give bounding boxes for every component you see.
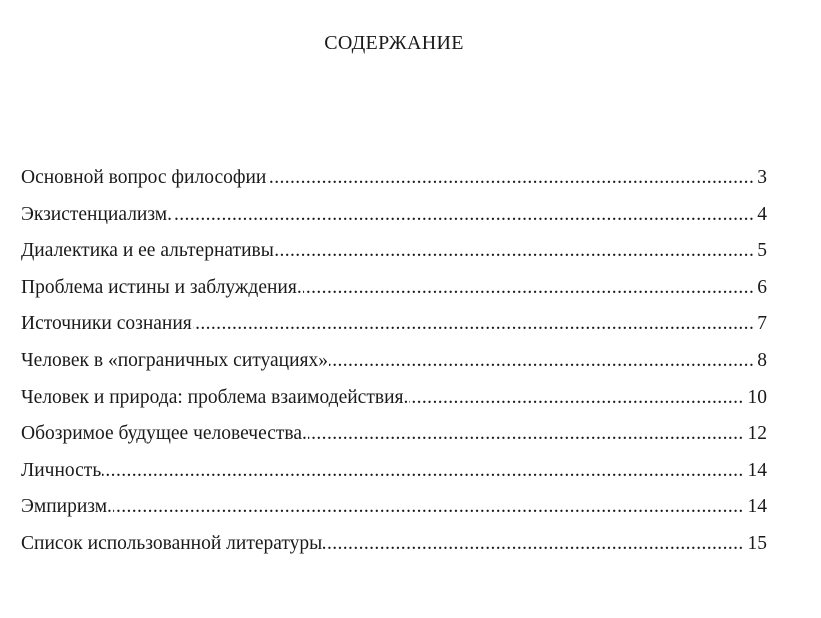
toc-entry [21, 164, 767, 201]
toc-entry-title: Эмпиризм. [21, 496, 112, 518]
toc-entry-title: Проблема истины и заблуждения. [21, 276, 302, 298]
toc-entry-page: 5 [753, 237, 767, 265]
toc-entry-page: 10 [744, 384, 768, 412]
toc-entry-title: Экзистенциализм. [21, 203, 173, 225]
toc-entry-title: Список использованной литературы [21, 532, 323, 554]
toc-entry [21, 457, 767, 494]
toc-entry [21, 347, 767, 384]
toc-entry [21, 493, 767, 530]
toc-entry-title: Личность [21, 459, 102, 481]
toc-entry-title: Основной вопрос философии [21, 167, 267, 188]
toc-entry [21, 237, 767, 274]
toc-entry [21, 201, 767, 238]
toc-entry-page: 3 [753, 164, 767, 192]
toc-entry-page: 7 [753, 310, 767, 338]
table-of-contents [21, 164, 767, 567]
toc-entry-page: 6 [753, 274, 767, 302]
toc-entry-title: Источники сознания [21, 313, 192, 335]
toc-entry [21, 310, 767, 347]
toc-entry-page: 12 [744, 420, 768, 448]
toc-entry-title: Обозримое будущее человечества. [21, 423, 307, 445]
dot-leader [21, 457, 767, 485]
toc-entry [21, 420, 767, 457]
toc-entry-page: 8 [753, 347, 767, 375]
document-title: СОДЕРЖАНИЕ [324, 32, 464, 54]
toc-entry-title: Человек в «пограничных ситуациях» [21, 349, 329, 371]
toc-entry-page: 14 [744, 457, 768, 485]
toc-entry-title: Диалектика и ее альтернативы [21, 240, 274, 262]
toc-entry-page: 15 [744, 530, 768, 558]
toc-entry-page: 14 [744, 493, 768, 521]
toc-entry [21, 274, 767, 311]
toc-entry-page: 4 [753, 201, 767, 229]
dot-leader [21, 493, 767, 521]
toc-entry-title: Человек и природа: проблема взаимодействия. [21, 386, 409, 408]
toc-entry [21, 384, 767, 421]
toc-entry [21, 530, 767, 567]
